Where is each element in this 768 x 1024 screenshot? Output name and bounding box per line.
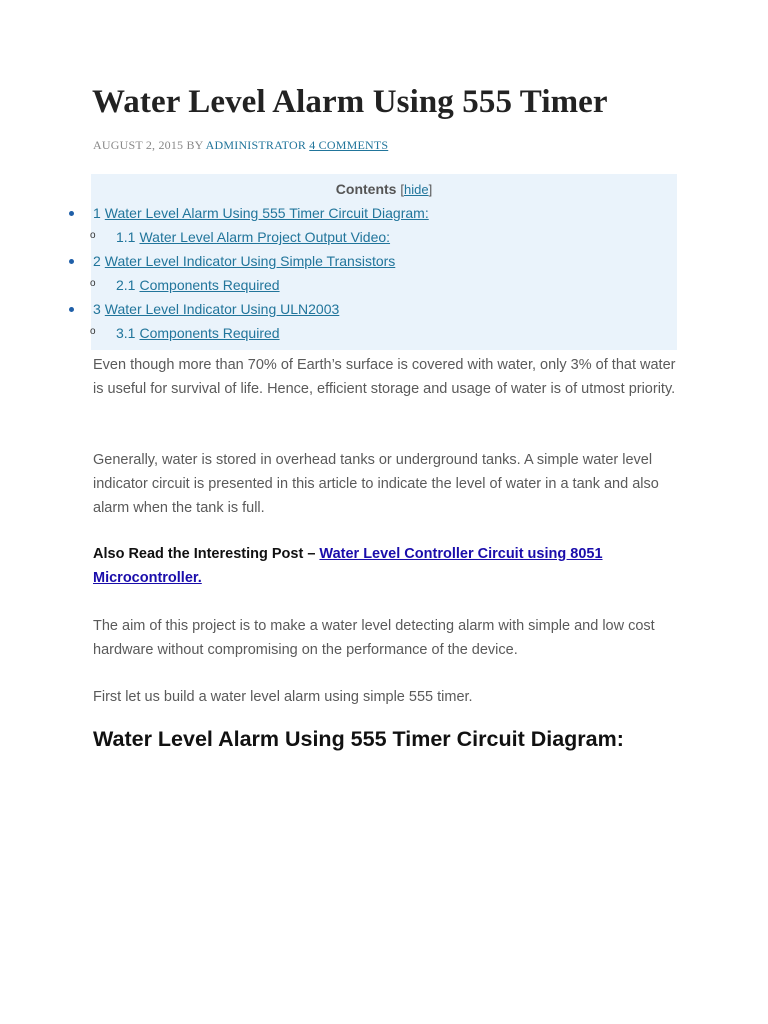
also-read-link[interactable]: Water Level Controller Circuit using 8051 Microcontroller. xyxy=(93,546,603,586)
bullet-icon xyxy=(69,307,74,312)
also-read-prefix: Also Read the Interesting Post – xyxy=(93,546,316,562)
bullet-icon xyxy=(69,211,74,216)
toc-subitem[interactable]: 2.1 Components Required xyxy=(116,277,280,293)
toc-item-link[interactable]: Water Level Indicator Using ULN2003 xyxy=(104,301,340,317)
comments-link[interactable]: 4 COMMENTS xyxy=(309,138,389,152)
toc-subitem[interactable]: 1.1 Water Level Alarm Project Output Video: xyxy=(116,229,391,245)
storage-paragraph: Generally, water is stored in overhead tanks or underground tanks. A simple water level indicator circuit is presented in this article to indicate the level of water in a tank and also alarm when the tank is full. xyxy=(93,452,659,516)
post-meta xyxy=(93,138,388,153)
toc-item[interactable]: 1 Water Level Alarm Using 555 Timer Circuit Diagram: xyxy=(93,205,429,221)
aim-paragraph: The aim of this project is to make a water level detecting alarm with simple and low cost hardware without compromising on the performance of the device. xyxy=(93,618,655,658)
toc-title: Contents xyxy=(335,181,397,197)
circle-bullet-icon: o xyxy=(90,326,96,337)
section-heading: Water Level Alarm Using 555 Timer Circuit Diagram: xyxy=(93,727,624,751)
bullet-icon xyxy=(69,259,74,264)
circle-bullet-icon: o xyxy=(90,230,96,241)
author-link[interactable]: ADMINISTRATOR xyxy=(205,138,307,152)
circle-bullet-icon: o xyxy=(90,278,96,289)
intro-paragraph: Even though more than 70% of Earth’s surface is covered with water, only 3% of that water is useful for survival of life. Hence, efficient storage and usage of water is of utmost priority. xyxy=(93,357,676,397)
also-read xyxy=(93,543,683,591)
toc-item-link[interactable]: Water Level Indicator Using Simple Transistors xyxy=(104,253,396,269)
toc-hide-link[interactable]: hide xyxy=(403,182,429,197)
toc-item-link[interactable]: Water Level Alarm Using 555 Timer Circuit Diagram: xyxy=(104,205,429,221)
first-paragraph: First let us build a water level alarm using simple 555 timer. xyxy=(93,689,473,705)
toc-subitem[interactable]: 3.1 Components Required xyxy=(116,325,280,341)
toc-item-link[interactable]: Water Level Alarm Project Output Video: xyxy=(139,229,391,245)
toc-header: Contents [hide] xyxy=(335,181,433,197)
post-date: AUGUST 2, 2015 xyxy=(93,138,184,152)
toc-item-link[interactable]: Components Required xyxy=(139,277,280,293)
toc-item[interactable]: 3 Water Level Indicator Using ULN2003 xyxy=(93,301,340,317)
post-by: BY xyxy=(186,138,204,152)
toc-item-link[interactable]: Components Required xyxy=(139,325,280,341)
page-title: Water Level Alarm Using 555 Timer xyxy=(92,84,608,120)
toc-item[interactable]: 2 Water Level Indicator Using Simple Transistors xyxy=(93,253,396,269)
